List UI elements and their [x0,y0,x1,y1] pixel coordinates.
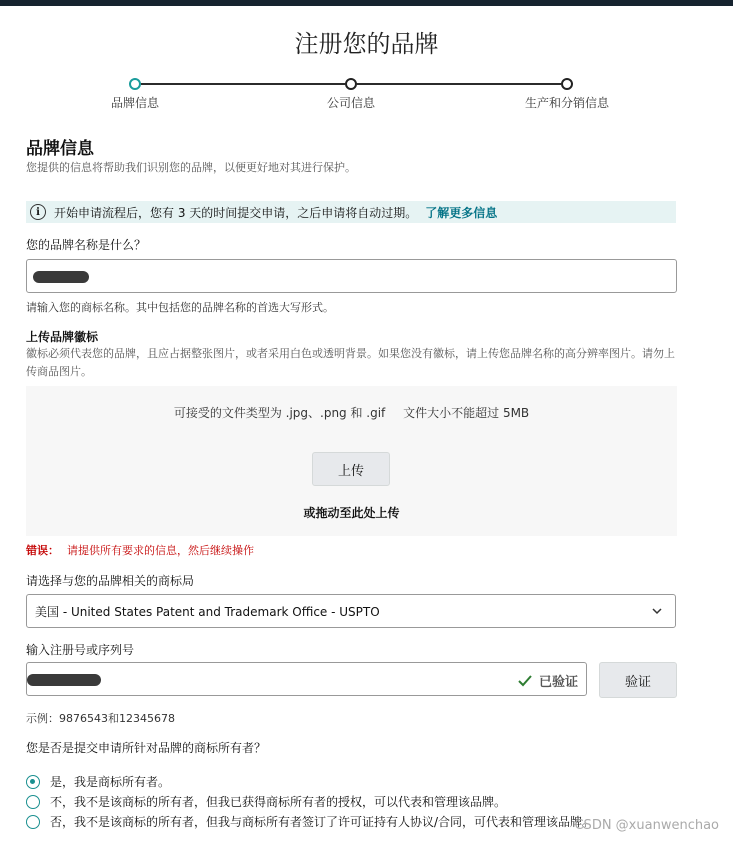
error-text: 请提供所有要求的信息，然后继续操作 [67,544,254,557]
error-prefix: 错误： [26,544,59,557]
upload-requirements [26,404,677,421]
chevron-down-icon [651,605,663,617]
redacted-value [33,271,89,283]
ownership-option-authorized[interactable] [26,793,506,810]
registration-number-input[interactable] [26,662,587,696]
section-subtitle: 您提供的信息将帮助我们识别您的品牌，以便更好地对其进行保护。 [26,161,356,174]
ownership-option-label: 否，我不是该商标的所有者，但我与商标所有者签订了许可证持有人协议/合同，可代表和管理该品牌。 [50,815,595,829]
info-banner [26,201,676,223]
ownership-option-licensee[interactable] [26,813,594,830]
section-title: 品牌信息 [26,139,94,159]
trademark-office-value: 美国 - United States Patent and Trademark Office - USPTO [35,604,380,619]
step-2-label: 公司信息 [326,96,376,110]
page-title: 注册您的品牌 [294,30,439,58]
radio-button[interactable] [26,815,40,829]
step-3-label: 生产和分销信息 [524,96,610,110]
step-connector [357,83,561,85]
verified-text: 已验证 [538,675,578,690]
redacted-value [27,674,101,686]
radio-button[interactable] [26,775,40,789]
verified-status [517,671,578,690]
info-text: 开始申请流程后，您有 3 天的时间提交申请，之后申请将自动过期。 [54,205,418,220]
logo-upload-label: 上传品牌徽标 [26,330,99,344]
logo-drop-zone[interactable] [26,386,677,536]
watermark: CSDN @xuanwenchao [574,818,719,833]
registration-label: 输入注册号或序列号 [26,643,135,657]
check-icon [517,673,533,689]
brand-name-help: 请输入您的商标名称。其中包括您的品牌名称的首选大写形式。 [26,301,334,314]
learn-more-link[interactable]: 了解更多信息 [425,205,498,220]
step-1-dot [129,78,141,90]
info-icon: i [30,204,46,220]
drag-drop-text: 或拖动至此处上传 [303,506,400,520]
step-1-label: 品牌信息 [110,96,160,110]
verify-button[interactable]: 验证 [599,662,677,698]
ownership-question: 您是否是提交申请所针对品牌的商标所有者？ [26,741,267,755]
trademark-office-label: 请选择与您的品牌相关的商标局 [26,574,195,588]
radio-button[interactable] [26,795,40,809]
ownership-option-label: 是，我是商标所有者。 [50,775,171,789]
registration-example: 示例：9876543和12345678 [26,712,175,725]
ownership-option-label: 不，我不是该商标的所有者，但我已获得商标所有者的授权，可以代表和管理该品牌。 [50,795,507,809]
top-bar [0,0,733,6]
trademark-office-select[interactable] [26,594,676,628]
step-3-dot [561,78,573,90]
step-connector [141,83,345,85]
error-message [26,542,254,558]
upload-button[interactable]: 上传 [312,452,390,486]
accepted-file-types: 可接受的文件类型为 .jpg、.png 和 .gif [173,406,386,420]
brand-name-input[interactable] [26,259,677,293]
logo-upload-help: 徽标必须代表您的品牌，且应占据整张图片，或者采用白色或透明背景。如果您没有徽标，请上传您品牌名称的高分辨率图片。请勿上传商品图片。 [26,347,675,378]
ownership-option-owner[interactable] [26,773,170,790]
brand-name-label: 您的品牌名称是什么？ [26,238,147,252]
step-2-dot [345,78,357,90]
progress-stepper [0,76,733,116]
max-file-size: 文件大小不能超过 5MB [403,406,530,420]
